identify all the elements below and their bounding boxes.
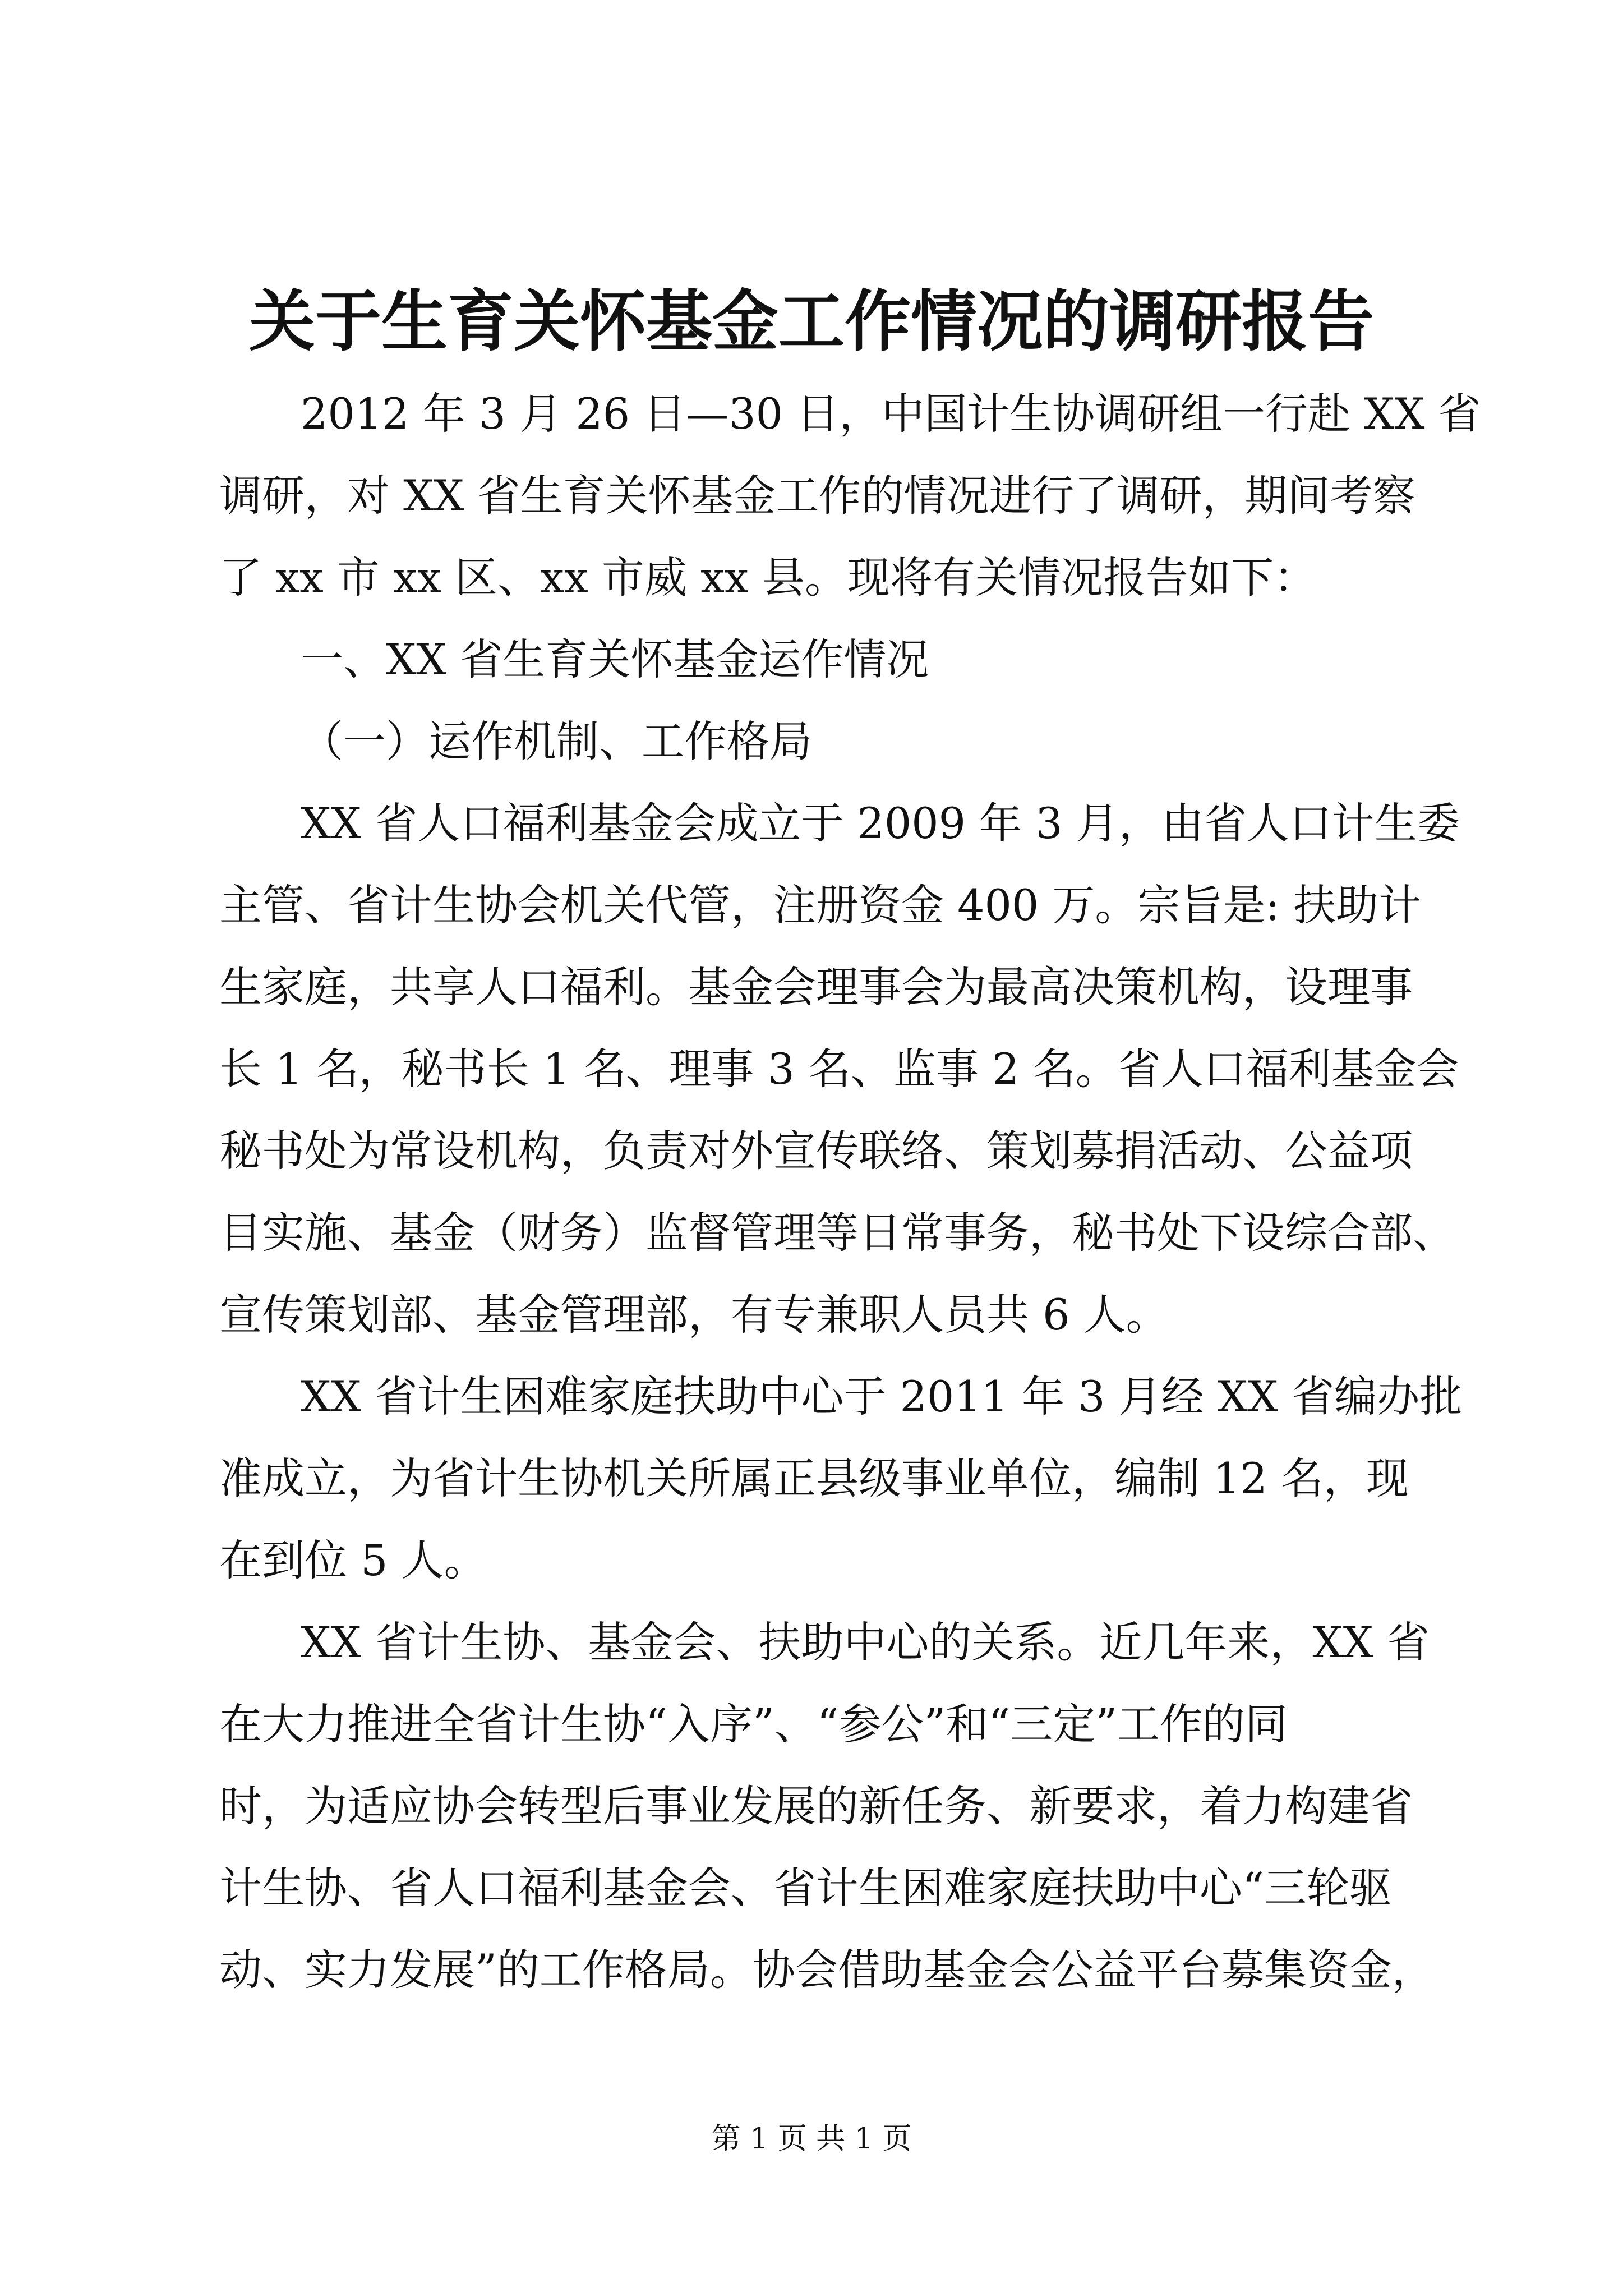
body-line: 2012 年 3 月 26 日—30 日，中国计生协调研组一行赴 XX 省 xyxy=(301,389,1481,439)
body-line: 生家庭，共享人口福利。基金会理事会为最高决策机构，设理事 xyxy=(219,962,1413,1012)
subsection-heading: （一）运作机制、工作格局 xyxy=(301,716,812,766)
document-title: 关于生育关怀基金工作情况的调研报告 xyxy=(248,282,1374,360)
body-line: 长 1 名，秘书长 1 名、理事 3 名、监事 2 名。省人口福利基金会 xyxy=(219,1044,1459,1094)
body-line: 动、实力发展”的工作格局。协会借助基金会公益平台募集资金， xyxy=(219,1945,1435,1995)
body-line: 了 xx 市 xx 区、xx 市威 xx 县。现将有关情况报告如下： xyxy=(219,553,1316,602)
body-line: XX 省计生困难家庭扶助中心于 2011 年 3 月经 XX 省编办批 xyxy=(301,1372,1463,1421)
body-line: 秘书处为常设机构，负责对外宣传联络、策划募捐活动、公益项 xyxy=(219,1126,1413,1176)
body-line: 主管、省计生协会机关代管，注册资金 400 万。宗旨是: 扶助计 xyxy=(219,880,1422,930)
body-line: XX 省计生协、基金会、扶助中心的关系。近几年来，XX 省 xyxy=(301,1617,1430,1667)
body-line: 调研，对 XX 省生育关怀基金工作的情况进行了调研，期间考察 xyxy=(219,471,1415,521)
body-line: 准成立，为省计生协机关所属正县级事业单位，编制 12 名，现 xyxy=(219,1453,1409,1503)
body-line: 在到位 5 人。 xyxy=(219,1535,487,1585)
page-footer: 第 1 页 共 1 页 xyxy=(711,2122,912,2156)
body-line: 在大力推进全省计生协“入序”、“参公”和“三定”工作的同 xyxy=(219,1699,1288,1749)
body-line: 时，为适应协会转型后事业发展的新任务、新要求，着力构建省 xyxy=(219,1781,1413,1831)
section-heading: 一、XX 省生育关怀基金运作情况 xyxy=(301,634,929,684)
body-line: 目实施、基金（财务）监督管理等日常事务，秘书处下设综合部、 xyxy=(219,1208,1455,1258)
body-line: XX 省人口福利基金会成立于 2009 年 3 月，由省人口计生委 xyxy=(301,798,1460,848)
body-line: 计生协、省人口福利基金会、省计生困难家庭扶助中心“三轮驱 xyxy=(219,1863,1392,1913)
body-line: 宣传策划部、基金管理部，有专兼职人员共 6 人。 xyxy=(219,1290,1169,1340)
